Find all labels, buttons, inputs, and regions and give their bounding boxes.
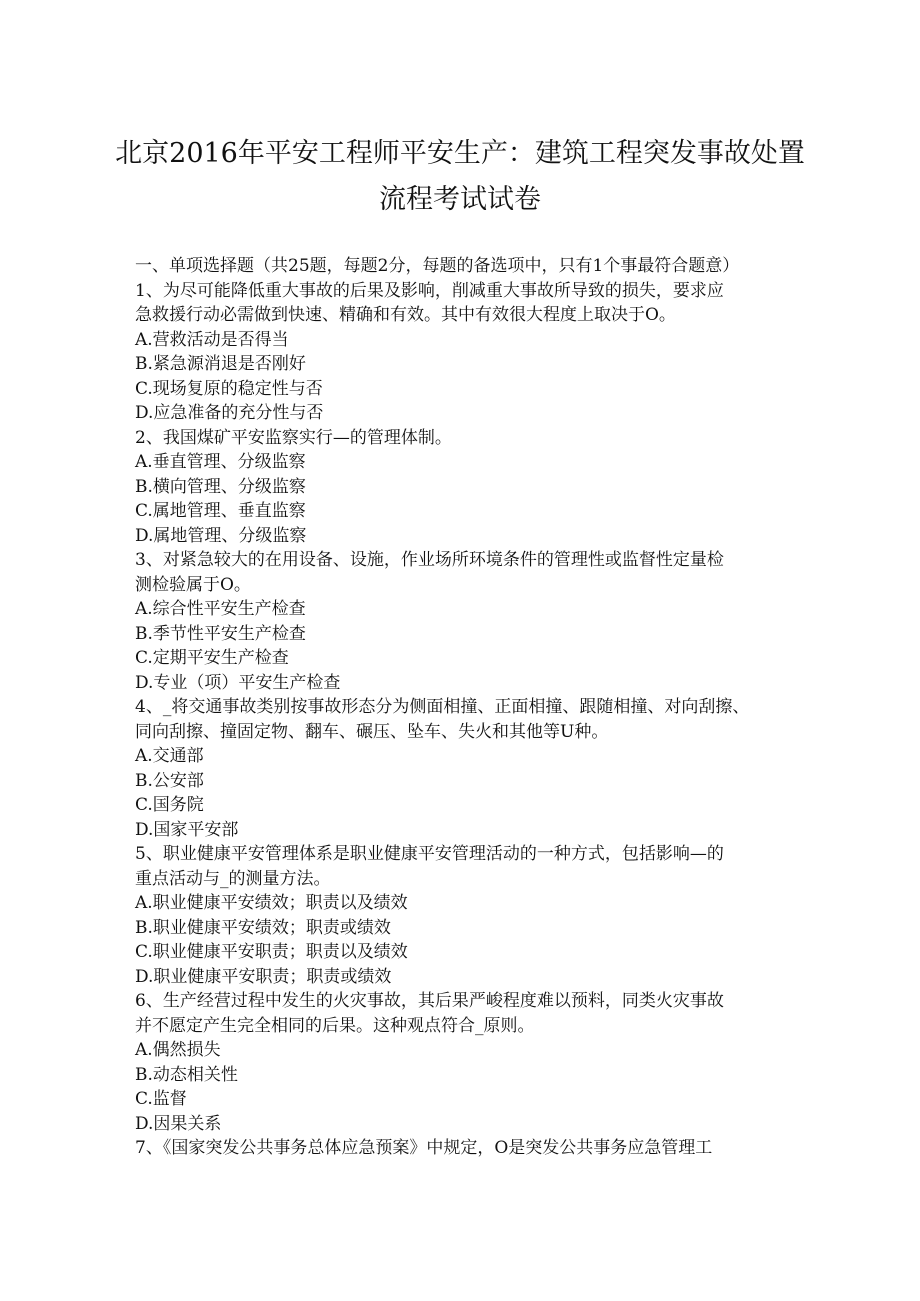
document-line: 6、生产经营过程中发生的火灾事故，其后果严峻程度难以预料，同类火灾事故 — [135, 991, 724, 1011]
document-line: A.偶然损失 — [135, 1040, 221, 1060]
document-line: A.职业健康平安绩效；职责以及绩效 — [135, 893, 408, 913]
document-line: 3、对紧急较大的在用设备、设施，作业场所环境条件的管理性或监督性定量检 — [135, 550, 724, 570]
document-line: 1、为尽可能降低重大事故的后果及影响，削减重大事故所导致的损失，要求应 — [135, 280, 724, 301]
document-line: A.综合性平安生产检查 — [135, 599, 306, 619]
document-line: 一、单项选择题（共25题，每题2分，每题的备选项中，只有1个事最符合题意） — [135, 256, 740, 276]
document-line: B.横向管理、分级监察 — [135, 476, 306, 497]
document-line: B.季节性平安生产检查 — [135, 623, 306, 644]
document-line: C.职业健康平安职责；职责以及绩效 — [135, 942, 408, 962]
document-line: C.监督 — [135, 1089, 187, 1109]
document-line: 重点活动与_的测量方法。 — [135, 868, 331, 889]
document-line: 测检验属于O。 — [135, 574, 251, 595]
document-line: 并不愿定产生完全相同的后果。这种观点符合_原则。 — [135, 1015, 535, 1036]
document-body — [135, 254, 795, 1161]
document-line: D.因果关系 — [135, 1113, 222, 1134]
document-line: D.属地管理、分级监察 — [135, 525, 307, 546]
document-line: D.国家平安部 — [135, 819, 239, 840]
document-line: 5、职业健康平安管理体系是职业健康平安管理活动的一种方式，包括影响—的 — [135, 844, 724, 864]
document-line: A.营救活动是否得当 — [135, 329, 289, 350]
document-line: B.动态相关性 — [135, 1064, 238, 1085]
document-line: 急救援行动必需做到快速、精确和有效。其中有效很大程度上取决于O。 — [135, 305, 676, 325]
document-line: A.垂直管理、分级监察 — [135, 452, 306, 472]
document-line: 同向刮擦、撞固定物、翻车、碾压、坠车、失火和其他等U种。 — [135, 721, 609, 742]
document-line: C.定期平安生产检查 — [135, 648, 289, 668]
document-line: D.专业（项）平安生产检查 — [135, 672, 341, 693]
document-line: C.属地管理、垂直监察 — [135, 501, 306, 521]
document-line: A.交通部 — [135, 746, 204, 766]
document-line: C.现场复原的稳定性与否 — [135, 378, 323, 399]
document-line: 4、_将交通事故类别按事故形态分为侧面相撞、正面相撞、跟随相撞、对向刮擦、 — [135, 697, 750, 717]
document-line: D.职业健康平安职责；职责或绩效 — [135, 966, 392, 987]
document-line: D.应急准备的充分性与否 — [135, 403, 324, 423]
document-title-line-1: 北京2016年平安工程师平安生产：建筑工程突发事故处置 — [115, 138, 805, 169]
document-line: B.公安部 — [135, 770, 204, 791]
document-line: B.职业健康平安绩效；职责或绩效 — [135, 917, 391, 938]
document-line: C.国务院 — [135, 795, 204, 815]
document-line: B.紧急源消退是否刚好 — [135, 354, 306, 374]
document-title-line-2: 流程考试试卷 — [379, 184, 541, 215]
document-line: 2、我国煤矿平安监察实行—的管理体制。 — [135, 427, 452, 448]
document-line: 7、《国家突发公共事务总体应急预案》中规定，O是突发公共事务应急管理工 — [135, 1138, 713, 1158]
